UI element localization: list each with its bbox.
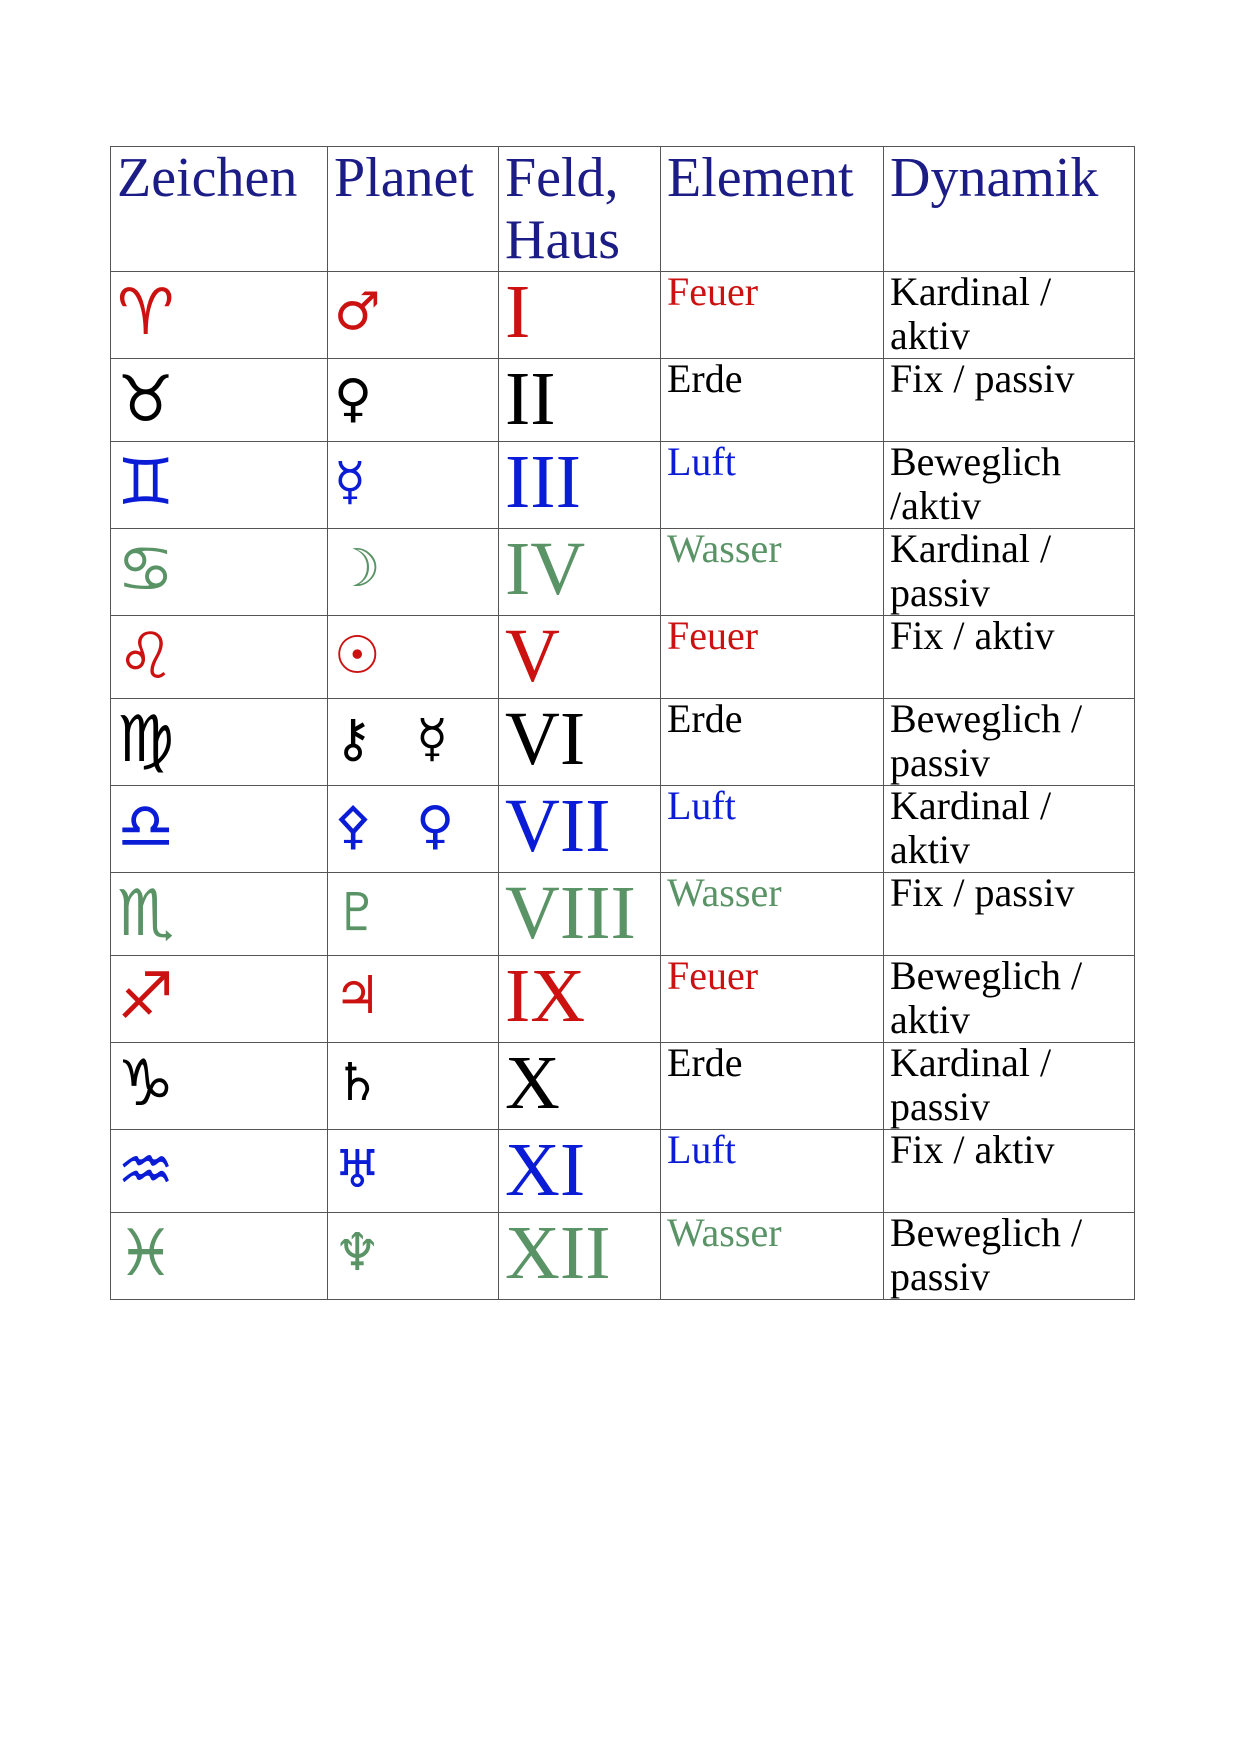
table-row [111, 699, 1135, 786]
gemini-icon: ♊ [117, 446, 175, 520]
table-row [111, 442, 1135, 529]
element-label: Wasser [667, 528, 782, 571]
pallas-icon: ⚴ [334, 796, 373, 856]
dynamic-cell [884, 1043, 1135, 1130]
leo-icon: ♌ [117, 620, 175, 694]
sagittarius-icon: ♐ [117, 960, 175, 1034]
chiron-icon: ⚷ [334, 709, 373, 769]
element-label: Feuer [667, 271, 759, 314]
dynamic-label: Beweglich / passiv [890, 1212, 1083, 1299]
dynamic-cell [884, 1130, 1135, 1213]
dynamic-label: Kardinal / passiv [890, 528, 1052, 615]
house-numeral: XI [505, 1129, 586, 1212]
mercury-icon: ☿ [416, 709, 449, 769]
sign-cell [111, 873, 328, 956]
table-row [111, 616, 1135, 699]
dynamic-label: Fix / passiv [890, 358, 1075, 401]
house-cell [499, 442, 661, 529]
libra-icon: ♎ [117, 790, 175, 864]
dynamic-label: Beweglich /aktiv [890, 441, 1062, 528]
aquarius-icon: ♒ [117, 1134, 175, 1208]
table-row [111, 272, 1135, 359]
dynamic-cell [884, 442, 1135, 529]
element-label: Luft [667, 785, 736, 828]
element-label: Wasser [667, 872, 782, 915]
sign-cell [111, 1213, 328, 1300]
dynamic-cell [884, 272, 1135, 359]
moon-icon: ☽ [334, 539, 381, 599]
venus-icon: ♀ [334, 369, 373, 429]
planet-cell [328, 956, 499, 1043]
house-cell [499, 272, 661, 359]
element-cell [661, 616, 884, 699]
house-cell [499, 529, 661, 616]
sign-cell [111, 616, 328, 699]
element-cell [661, 873, 884, 956]
dynamic-cell [884, 1213, 1135, 1300]
house-numeral: I [505, 271, 531, 354]
element-cell [661, 699, 884, 786]
table-row [111, 359, 1135, 442]
house-numeral: VII [505, 785, 611, 868]
header-house: Feld, Haus [499, 147, 661, 272]
dynamic-label: Fix / passiv [890, 872, 1075, 915]
sign-cell [111, 1130, 328, 1213]
aries-icon: ♈ [117, 276, 175, 350]
element-label: Feuer [667, 615, 759, 658]
house-numeral: IX [505, 955, 586, 1038]
dynamic-label: Beweglich / passiv [890, 698, 1083, 785]
table-row [111, 786, 1135, 873]
sign-cell [111, 272, 328, 359]
element-cell [661, 272, 884, 359]
table-header-row [111, 147, 1135, 272]
planet-cell [328, 1130, 499, 1213]
neptune-icon: ♆ [334, 1223, 381, 1283]
dynamic-cell [884, 956, 1135, 1043]
house-numeral: V [505, 615, 560, 698]
house-numeral: IV [505, 528, 586, 611]
element-cell [661, 359, 884, 442]
sign-cell [111, 529, 328, 616]
element-cell [661, 956, 884, 1043]
dynamic-cell [884, 616, 1135, 699]
element-label: Feuer [667, 955, 759, 998]
capricorn-icon: ♑ [117, 1047, 175, 1121]
uranus-icon: ♅ [334, 1140, 381, 1200]
house-numeral: XII [505, 1212, 611, 1295]
element-cell [661, 1130, 884, 1213]
element-cell [661, 1213, 884, 1300]
dynamic-label: Kardinal / aktiv [890, 785, 1052, 872]
dynamic-label: Kardinal / aktiv [890, 271, 1052, 358]
house-cell [499, 1043, 661, 1130]
element-label: Erde [667, 358, 743, 401]
dynamic-label: Fix / aktiv [890, 1129, 1055, 1172]
planet-cell [328, 359, 499, 442]
header-sign: Zeichen [111, 147, 328, 272]
sign-cell [111, 359, 328, 442]
dynamic-cell [884, 699, 1135, 786]
planet-cell [328, 616, 499, 699]
house-numeral: VI [505, 698, 586, 781]
house-cell [499, 956, 661, 1043]
header-planet: Planet [328, 147, 499, 272]
house-cell [499, 873, 661, 956]
dynamic-cell [884, 786, 1135, 873]
dynamic-label: Beweglich / aktiv [890, 955, 1083, 1042]
venus-icon: ♀ [416, 796, 455, 856]
house-cell [499, 786, 661, 873]
planet-cell [328, 699, 499, 786]
sign-cell [111, 956, 328, 1043]
planet-cell [328, 1043, 499, 1130]
house-numeral: II [505, 358, 556, 441]
element-label: Luft [667, 1129, 736, 1172]
element-label: Wasser [667, 1212, 782, 1255]
cancer-icon: ♋ [117, 533, 175, 607]
pisces-icon: ♓ [117, 1217, 175, 1291]
dynamic-label: Fix / aktiv [890, 615, 1055, 658]
dynamic-label: Kardinal / passiv [890, 1042, 1052, 1129]
dynamic-cell [884, 529, 1135, 616]
mars-icon: ♂ [334, 282, 381, 342]
table-row [111, 956, 1135, 1043]
mercury-icon: ☿ [334, 452, 366, 512]
house-cell [499, 616, 661, 699]
house-cell [499, 1130, 661, 1213]
planet-cell [328, 873, 499, 956]
house-cell [499, 1213, 661, 1300]
zodiac-table [110, 146, 1135, 1300]
table-row [111, 1213, 1135, 1300]
table-row [111, 529, 1135, 616]
house-cell [499, 699, 661, 786]
element-label: Erde [667, 1042, 743, 1085]
sign-cell [111, 786, 328, 873]
element-label: Luft [667, 441, 736, 484]
scorpio-icon: ♏ [117, 877, 175, 951]
header-dynamic: Dynamik [884, 147, 1135, 272]
planet-cell [328, 786, 499, 873]
taurus-icon: ♉ [117, 363, 175, 437]
house-cell [499, 359, 661, 442]
element-cell [661, 442, 884, 529]
house-numeral: III [505, 441, 581, 524]
dynamic-cell [884, 359, 1135, 442]
sign-cell [111, 699, 328, 786]
saturn-icon: ♄ [334, 1053, 381, 1113]
planet-cell [328, 442, 499, 529]
element-cell [661, 529, 884, 616]
sign-cell [111, 1043, 328, 1130]
sun-icon: ☉ [334, 626, 381, 686]
table-row [111, 1043, 1135, 1130]
table-row [111, 873, 1135, 956]
element-cell [661, 786, 884, 873]
virgo-icon: ♍ [117, 703, 175, 777]
house-numeral: X [505, 1042, 560, 1125]
dynamic-cell [884, 873, 1135, 956]
header-element: Element [661, 147, 884, 272]
planet-cell [328, 272, 499, 359]
element-cell [661, 1043, 884, 1130]
element-label: Erde [667, 698, 743, 741]
pluto-icon: ♇ [334, 883, 381, 943]
planet-cell [328, 1213, 499, 1300]
jupiter-icon: ♃ [334, 966, 381, 1026]
table-row [111, 1130, 1135, 1213]
sign-cell [111, 442, 328, 529]
house-numeral: VIII [505, 872, 636, 955]
planet-cell [328, 529, 499, 616]
